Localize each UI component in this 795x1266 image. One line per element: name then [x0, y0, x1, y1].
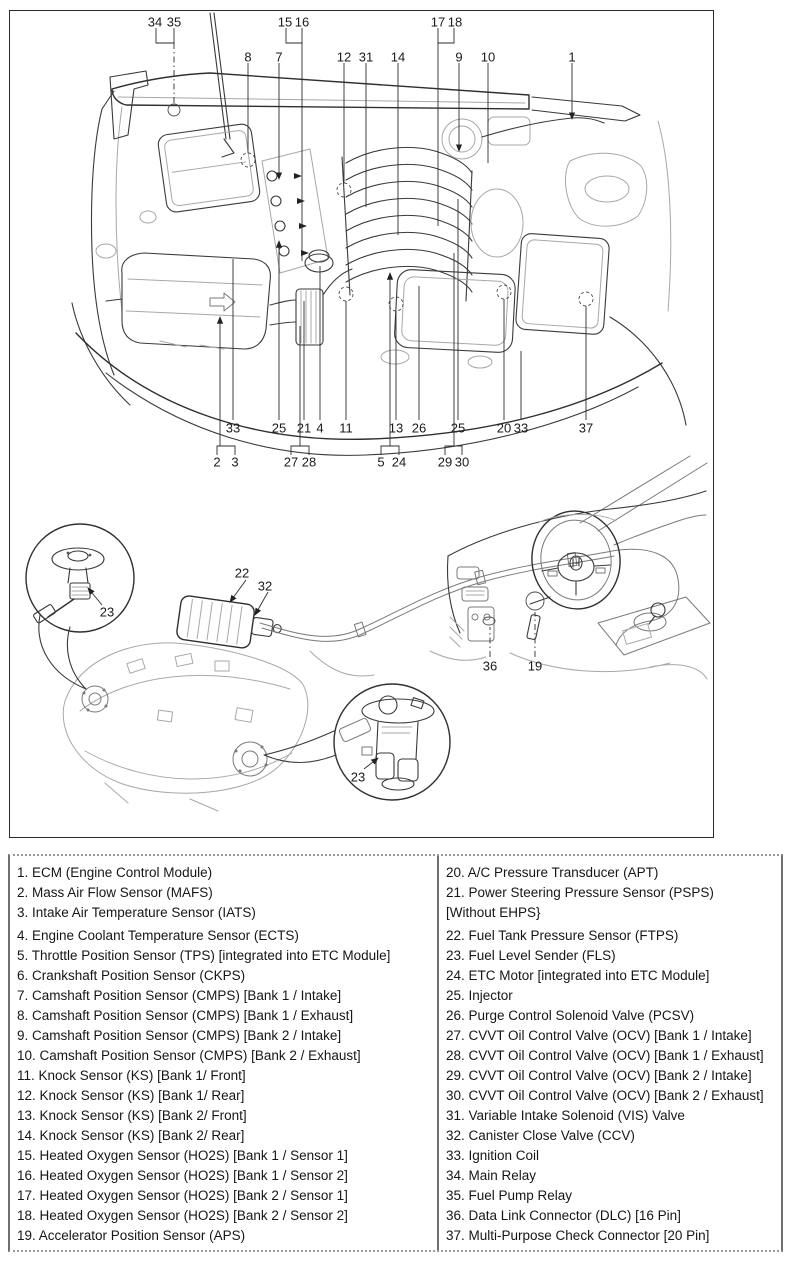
legend-item: 28. CVVT Oil Control Valve (OCV) [Bank 1 / Exhaust] — [446, 1048, 764, 1063]
callout-5: 5 — [377, 454, 385, 470]
legend-item: 16. Heated Oxygen Sensor (HO2S) [Bank 1 / Sensor 2] — [17, 1168, 348, 1183]
callout-25: 25 — [450, 420, 466, 436]
legend-item: 14. Knock Sensor (KS) [Bank 2/ Rear] — [17, 1128, 245, 1143]
callout-19: 19 — [527, 658, 543, 674]
callout-26: 26 — [411, 420, 427, 436]
fuel-level-sender-detail — [26, 524, 134, 689]
callout-28: 28 — [301, 454, 317, 470]
intake-runners — [342, 147, 472, 301]
callout-27: 27 — [283, 454, 299, 470]
callout-13: 13 — [388, 420, 404, 436]
callout-31: 31 — [358, 49, 374, 65]
legend-item: 7. Camshaft Position Sensor (CMPS) [Bank 1 / Intake] — [17, 988, 342, 1003]
callout-15: 15 — [277, 14, 293, 30]
callout-22: 22 — [234, 565, 250, 581]
legend-item: 25. Injector — [446, 988, 513, 1003]
legend-item: 34. Main Relay — [446, 1168, 537, 1183]
callout-8: 8 — [244, 49, 252, 65]
legend-item: [Without EHPS} — [446, 905, 541, 920]
callout-20: 20 — [496, 420, 512, 436]
legend-item: 13. Knock Sensor (KS) [Bank 2/ Front] — [17, 1108, 247, 1123]
callout-24: 24 — [391, 454, 407, 470]
callout-21: 21 — [296, 420, 312, 436]
legend-item: 1. ECM (Engine Control Module) — [17, 865, 213, 880]
legend-item: 26. Purge Control Solenoid Valve (PCSV) — [446, 1008, 695, 1023]
legend-item: 33. Ignition Coil — [446, 1148, 540, 1163]
callout-23: 23 — [350, 769, 366, 785]
callout-34: 34 — [147, 14, 163, 30]
engine-bay-illustration — [72, 13, 686, 455]
legend-item: 35. Fuel Pump Relay — [446, 1188, 573, 1203]
callout-14: 14 — [390, 49, 406, 65]
legend-item: 11. Knock Sensor (KS) [Bank 1/ Front] — [17, 1068, 246, 1083]
legend-item: 21. Power Steering Pressure Sensor (PSPS) — [446, 885, 714, 900]
legend-item: 24. ETC Motor [integrated into ETC Module] — [446, 968, 710, 983]
callout-11: 11 — [339, 420, 353, 436]
legend-item: 2. Mass Air Flow Sensor (MAFS) — [17, 885, 213, 900]
legend-column-right — [439, 856, 781, 1250]
legend-item: 27. CVVT Oil Control Valve (OCV) [Bank 1 / Intake] — [446, 1028, 752, 1043]
legend-item: 20. A/C Pressure Transducer (APT) — [446, 865, 659, 880]
legend-item: 19. Accelerator Position Sensor (APS) — [17, 1228, 246, 1243]
callout-labels — [100, 15, 593, 785]
callout-23: 23 — [99, 604, 115, 620]
callout-17: 17 — [430, 14, 446, 30]
callout-3: 3 — [231, 454, 239, 470]
callout-18: 18 — [447, 14, 463, 30]
callout-2: 2 — [213, 454, 221, 470]
callout-12: 12 — [336, 49, 352, 65]
callout-37: 37 — [578, 420, 594, 436]
legend — [8, 854, 783, 1252]
legend-item: 10. Camshaft Position Sensor (CMPS) [Bank 2 / Exhaust] — [17, 1048, 361, 1063]
leader-lines — [88, 28, 593, 769]
callout-9: 9 — [455, 49, 463, 65]
legend-item: 23. Fuel Level Sender (FLS) — [446, 948, 616, 963]
callout-4: 4 — [316, 420, 324, 436]
callout-29: 29 — [437, 454, 453, 470]
legend-item: 29. CVVT Oil Control Valve (OCV) [Bank 2 / Intake] — [446, 1068, 752, 1083]
callout-36: 36 — [482, 658, 498, 674]
callout-32: 32 — [257, 578, 273, 594]
legend-item: 6. Crankshaft Position Sensor (CKPS) — [17, 968, 246, 983]
component-location-diagram — [9, 10, 714, 838]
callout-33: 33 — [513, 420, 529, 436]
callout-16: 16 — [294, 14, 310, 30]
legend-item: 8. Camshaft Position Sensor (CMPS) [Bank 1 / Exhaust] — [17, 1008, 354, 1023]
dashboard-illustration — [448, 456, 711, 679]
fuel-system-illustration — [26, 515, 706, 811]
legend-item: 3. Intake Air Temperature Sensor (IATS) — [17, 905, 256, 920]
legend-item: 31. Variable Intake Solenoid (VIS) Valve — [446, 1108, 685, 1123]
callout-35: 35 — [166, 14, 182, 30]
legend-item: 15. Heated Oxygen Sensor (HO2S) [Bank 1 / Sensor 1] — [17, 1148, 348, 1163]
legend-item: 36. Data Link Connector (DLC) [16 Pin] — [446, 1208, 681, 1223]
callout-25: 25 — [271, 420, 287, 436]
callout-7: 7 — [275, 49, 283, 65]
legend-item: 12. Knock Sensor (KS) [Bank 1/ Rear] — [17, 1088, 245, 1103]
legend-item: 30. CVVT Oil Control Valve (OCV) [Bank 2 / Exhaust] — [446, 1088, 764, 1103]
legend-item: 4. Engine Coolant Temperature Sensor (ECTS) — [17, 928, 299, 943]
legend-column-left — [10, 856, 437, 1250]
callout-10: 10 — [480, 49, 496, 65]
legend-item: 17. Heated Oxygen Sensor (HO2S) [Bank 2 / Sensor 1] — [17, 1188, 348, 1203]
legend-item: 9. Camshaft Position Sensor (CMPS) [Bank 2 / Intake] — [17, 1028, 342, 1043]
callout-1: 1 — [568, 49, 576, 65]
legend-item: 22. Fuel Tank Pressure Sensor (FTPS) — [446, 928, 679, 943]
legend-item: 37. Multi-Purpose Check Connector [20 Pin] — [446, 1228, 710, 1243]
legend-item: 5. Throttle Position Sensor (TPS) [integrated into ETC Module] — [17, 948, 391, 963]
legend-item: 32. Canister Close Valve (CCV) — [446, 1128, 635, 1143]
legend-item: 18. Heated Oxygen Sensor (HO2S) [Bank 2 / Sensor 2] — [17, 1208, 348, 1223]
callout-33: 33 — [225, 420, 241, 436]
callout-30: 30 — [454, 454, 470, 470]
diagram-canvas — [10, 11, 713, 837]
